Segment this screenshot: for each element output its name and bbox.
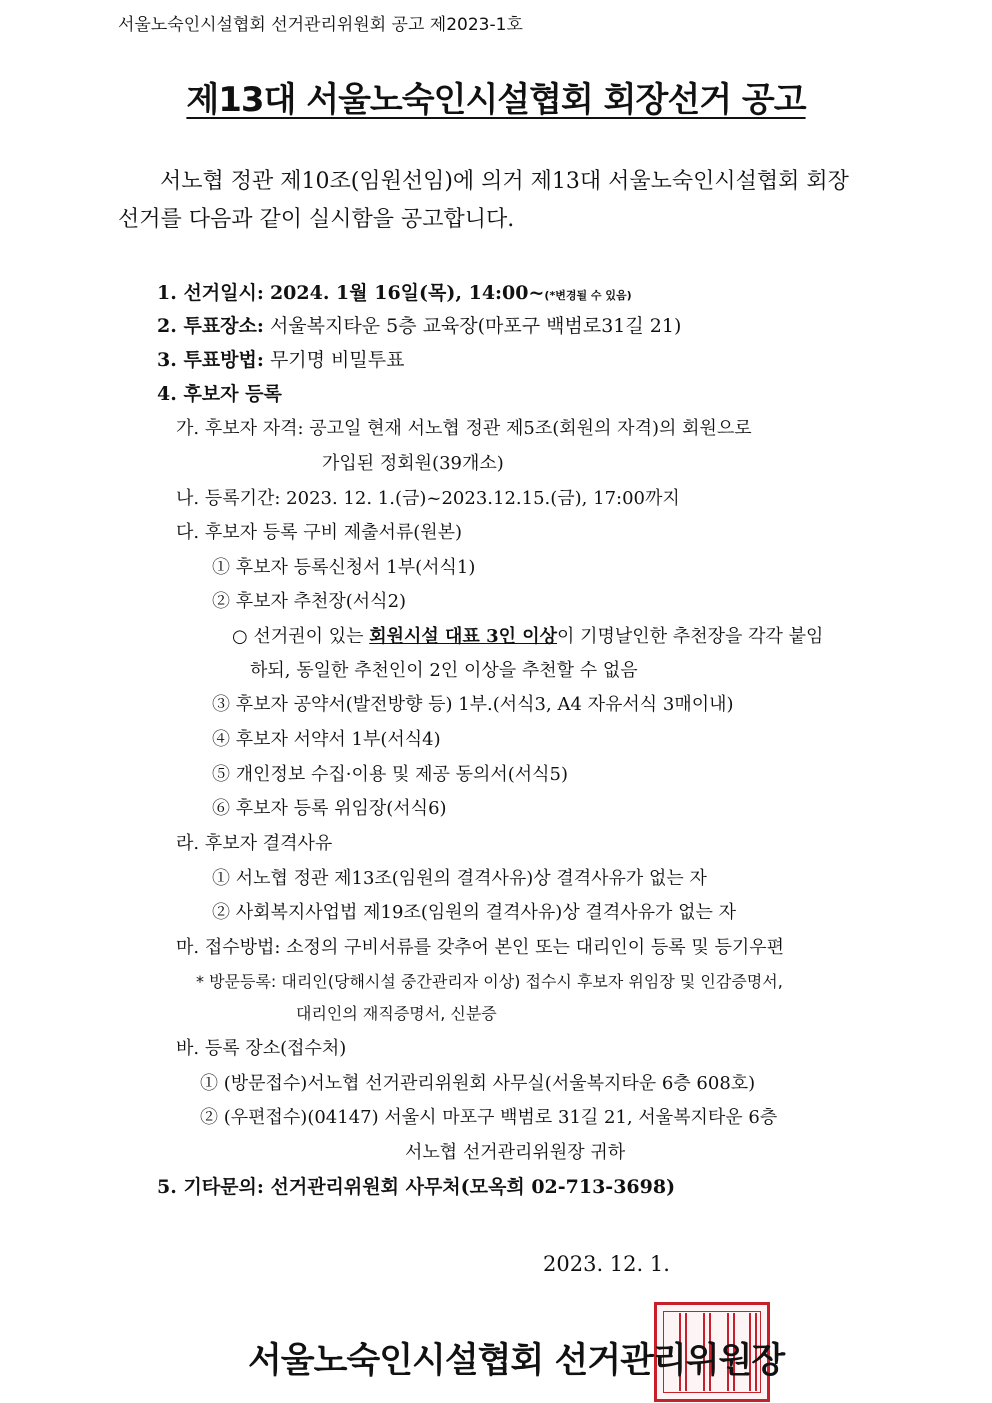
ma-note-line-1: * 방문등록: 대리인(당해시설 중간관리자 이상) 접수시 후보자 위임장 및 인감증명서, <box>196 972 783 991</box>
item-2-label: 2. 투표장소: <box>157 315 264 337</box>
document-title-wrap <box>0 72 992 121</box>
intro-line-2: 선거를 다음과 같이 실시함을 공고합니다. <box>118 207 515 232</box>
da-doc-1: ① 후보자 등록신청서 1부(서식1) <box>212 557 476 578</box>
item-3-label: 3. 투표방법: <box>157 349 264 371</box>
item-5: 5. 기타문의: 선거관리위원회 사무처(모옥희 02-713-3698) <box>157 1176 676 1198</box>
da-doc-6: ⑥ 후보자 등록 위임장(서식6) <box>212 798 447 819</box>
item-4-heading: 4. 후보자 등록 <box>157 383 282 405</box>
note-part-a: ○ 선거권이 있는 <box>232 626 370 647</box>
item-4-da: 다. 후보자 등록 구비 제출서류(원본) <box>176 522 463 543</box>
da-doc-5: ⑤ 개인정보 수집·이용 및 제공 동의서(서식5) <box>212 764 569 785</box>
document-reference: 서울노숙인시설협회 선거관리위원회 공고 제2023-1호 <box>118 15 523 35</box>
item-3 <box>157 345 404 372</box>
item-4-na: 나. 등록기간: 2023. 12. 1.(금)~2023.12.15.(금), 17:00까지 <box>176 488 680 509</box>
document-title: 제13대 서울노숙인시설협회 회장선거 공고 <box>186 80 806 120</box>
item-4-ra: 라. 후보자 결격사유 <box>176 833 333 854</box>
item-2-value: 서울복지타운 5층 교육장(마포구 백범로31길 21) <box>269 315 682 337</box>
item-1-value: 2024. 1월 16일(목), 14:00~ <box>269 282 545 304</box>
item-1-label: 1. 선거일시: <box>157 282 264 304</box>
item-1-note: (*변경될 수 있음) <box>544 289 632 302</box>
da-doc-4: ④ 후보자 서약서 1부(서식4) <box>212 729 441 750</box>
item-4-ga-line-1: 가. 후보자 자격: 공고일 현재 서노협 정관 제5조(회원의 자격)의 회원으로 <box>176 418 752 439</box>
ra-1: ① 서노협 정관 제13조(임원의 결격사유)상 결격사유가 없는 자 <box>212 868 707 889</box>
ba-2: ② (우편접수)(04147) 서울시 마포구 백범로 31길 21, 서울복지타운 6층 <box>200 1107 778 1128</box>
item-1 <box>157 278 632 305</box>
item-4-ba: 바. 등록 장소(접수처) <box>176 1038 347 1059</box>
item-3-value: 무기명 비밀투표 <box>269 349 405 371</box>
ra-2: ② 사회복지사업법 제19조(임원의 결격사유)상 결격사유가 없는 자 <box>212 902 736 923</box>
da-doc-3: ③ 후보자 공약서(발전방향 등) 1부.(서식3, A4 자유서식 3매이내) <box>212 694 734 715</box>
intro-line-1: 서노협 정관 제10조(임원선임)에 의거 제13대 서울노숙인시설협회 회장 <box>160 169 849 194</box>
signature-line: 서울노숙인시설협회 선거관리위원장 <box>248 1341 785 1381</box>
da-doc-2-note-line-2: 하되, 동일한 추천인이 2인 이상을 추천할 수 없음 <box>250 660 638 681</box>
da-doc-2-note-line-1 <box>232 622 823 648</box>
announcement-date: 2023. 12. 1. <box>543 1252 670 1276</box>
item-2 <box>157 311 681 338</box>
da-doc-2: ② 후보자 추천장(서식2) <box>212 591 407 612</box>
ba-1: ① (방문접수)서노협 선거관리위원회 사무실(서울복지타운 6층 608호) <box>200 1073 756 1094</box>
note-part-c: 이 기명날인한 추천장을 각각 붙임 <box>557 626 824 647</box>
ba-2-line-2: 서노협 선거관리위원장 귀하 <box>405 1142 626 1163</box>
item-4-ga-line-2: 가입된 정회원(39개소) <box>322 453 504 474</box>
item-4-ma: 마. 접수방법: 소정의 구비서류를 갖추어 본인 또는 대리인이 등록 및 등기우편 <box>176 937 785 958</box>
note-emphasis: 회원시설 대표 3인 이상 <box>369 626 558 647</box>
ma-note-line-2: 대리인의 재직증명서, 신분증 <box>296 1004 497 1023</box>
